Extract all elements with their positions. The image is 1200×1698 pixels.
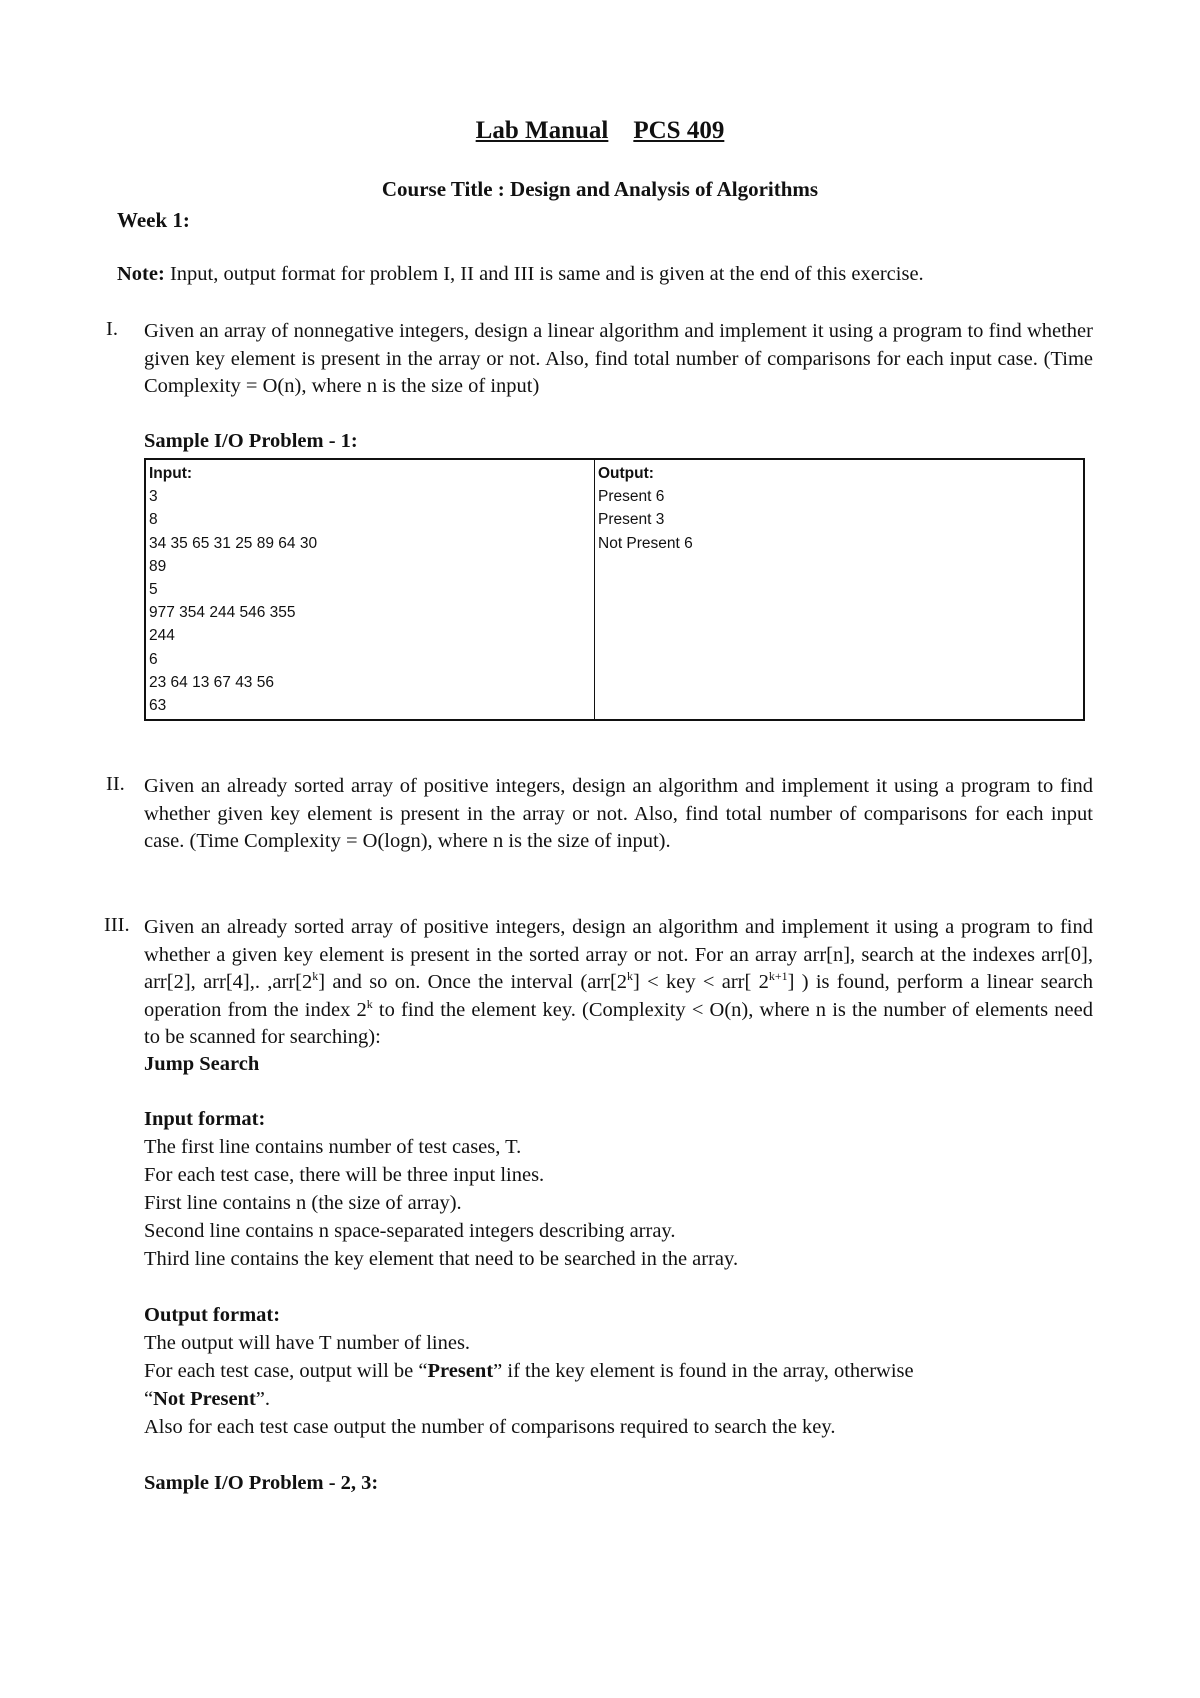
output-format-text: For each test case, output will be “ bbox=[144, 1360, 428, 1382]
input-format-heading: Input format: bbox=[144, 1108, 266, 1130]
problem3-number: III. bbox=[104, 914, 130, 936]
problem3-text-d: ] ) is found, perform a linear search operation from the index 2 bbox=[144, 971, 1094, 1021]
input-format-line: First line contains n (the size of array). bbox=[144, 1192, 462, 1214]
title-course-code: PCS 409 bbox=[633, 117, 725, 144]
output-format-line: The output will have T number of lines. bbox=[144, 1332, 471, 1354]
problem3-text-e: to find the element key. (Complexity < O(n), where n is the number of elements need to be scanned for searching): bbox=[144, 998, 1093, 1048]
output-line: Not Present 6 bbox=[598, 534, 693, 552]
sample-io-heading-1: Sample I/O Problem - 1: bbox=[144, 430, 358, 452]
problem2-text: Given an already sorted array of positive integers, design an algorithm and implement it using a program to find whether given key element is present in the array or not. Also, find total number of comparisons for each input case. (Time Complexity = O(logn), where n is the size of input). bbox=[144, 775, 1093, 852]
sample-io-table bbox=[144, 458, 1085, 721]
jump-search-heading: Jump Search bbox=[144, 1053, 260, 1075]
input-line: 34 35 65 31 25 89 64 30 bbox=[149, 534, 318, 552]
present-keyword: Present bbox=[427, 1360, 494, 1382]
output-line: Present 3 bbox=[598, 511, 665, 529]
output-line: Present 6 bbox=[598, 488, 665, 506]
output-format-line: Also for each test case output the number of comparisons required to search the key. bbox=[144, 1416, 836, 1438]
input-line: 8 bbox=[149, 511, 158, 529]
note-label: Note: bbox=[117, 263, 165, 285]
superscript-k-plus-1: k+1 bbox=[768, 969, 788, 984]
problem1-number: I. bbox=[106, 318, 118, 340]
output-format-text: “ bbox=[144, 1388, 154, 1410]
output-format-text: ” if the key element is found in the array, otherwise bbox=[493, 1360, 914, 1382]
input-format-line: The first line contains number of test cases, T. bbox=[144, 1136, 522, 1158]
note-text: Input, output format for problem I, II and III is same and is given at the end of this exercise. bbox=[164, 263, 924, 285]
input-format-line: For each test case, there will be three input lines. bbox=[144, 1164, 545, 1186]
input-header: Input: bbox=[149, 465, 193, 482]
output-column bbox=[595, 459, 1085, 720]
output-format-heading: Output format: bbox=[144, 1304, 281, 1326]
input-line: 977 354 244 546 355 bbox=[149, 604, 296, 622]
input-line: 5 bbox=[149, 581, 158, 599]
problem3-text bbox=[144, 914, 1093, 1052]
problem1-text: Given an array of nonnegative integers, design a linear algorithm and implement it using a program to find whether given key element is present in the array or not. Also, find total number of comparisons for each input case. (Time Complexity = O(n), where n is the size of input) bbox=[144, 320, 1093, 397]
input-line: 6 bbox=[149, 650, 158, 668]
problem2-number: II. bbox=[106, 773, 125, 795]
page-title bbox=[0, 117, 1200, 145]
problem3-text-c: ] < key < arr[ 2 bbox=[633, 971, 769, 993]
output-format-line bbox=[144, 1388, 270, 1411]
week-label: Week 1: bbox=[117, 208, 190, 232]
input-line: 89 bbox=[149, 557, 167, 575]
output-format-text: ”. bbox=[255, 1388, 271, 1410]
title-lab-manual: Lab Manual bbox=[475, 117, 609, 144]
superscript-k: k bbox=[312, 969, 319, 984]
superscript-k: k bbox=[627, 969, 634, 984]
input-column bbox=[145, 459, 595, 720]
input-line: 244 bbox=[149, 627, 175, 645]
superscript-k: k bbox=[366, 996, 373, 1011]
course-title: Course Title : Design and Analysis of Algorithms bbox=[381, 177, 819, 201]
problem3-text-b: ] and so on. Once the interval (arr[2 bbox=[318, 971, 628, 993]
not-present-keyword: Not Present bbox=[153, 1388, 256, 1410]
problem3-text-a: Given an already sorted array of positive integers, design an algorithm and implement it using a program to find whether a given key element is present in the sorted array or not. For an array arr[n], search at the indexes arr[0], arr[2], arr[4],. ,arr[2 bbox=[144, 916, 1093, 993]
input-line: 3 bbox=[149, 488, 158, 506]
input-line: 63 bbox=[149, 697, 167, 715]
output-format-line bbox=[144, 1360, 914, 1383]
output-header: Output: bbox=[598, 465, 654, 482]
note bbox=[117, 263, 924, 286]
input-line: 23 64 13 67 43 56 bbox=[149, 673, 274, 691]
input-format-line: Second line contains n space-separated integers describing array. bbox=[144, 1220, 676, 1242]
sample-io-heading-2-3: Sample I/O Problem - 2, 3: bbox=[144, 1472, 379, 1494]
input-format-line: Third line contains the key element that need to be searched in the array. bbox=[144, 1248, 739, 1270]
